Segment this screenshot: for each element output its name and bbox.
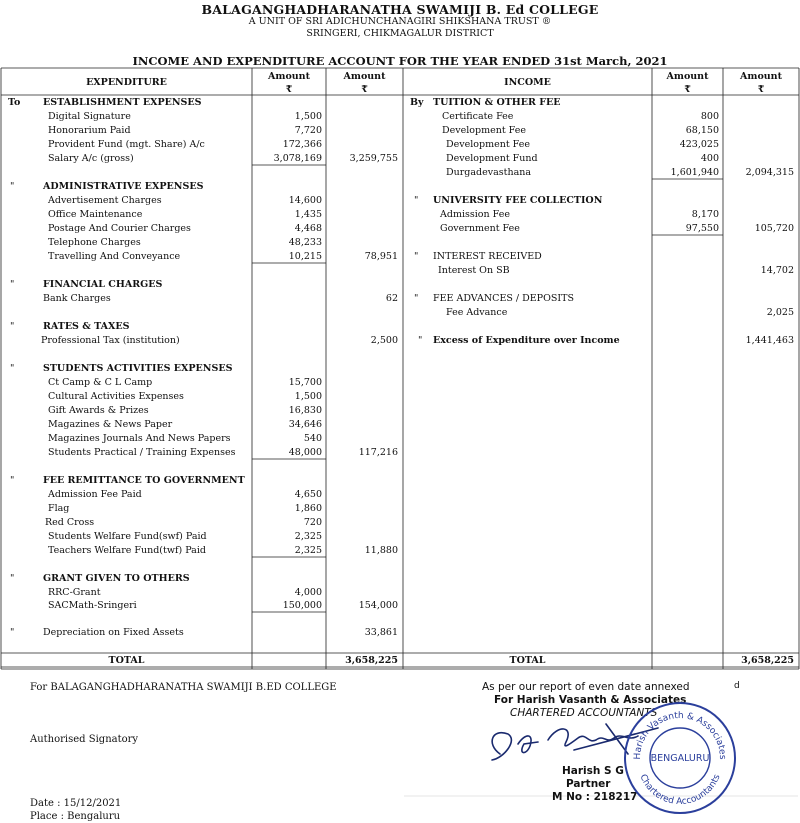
line-item-label: Digital Signature <box>48 111 131 122</box>
line-item-amount: 150,000 <box>282 600 322 611</box>
ditto-mark: " <box>10 573 15 584</box>
exp-amount-heading-1: Amount <box>268 71 310 82</box>
grand-total: 3,658,225 <box>741 655 794 666</box>
membership-number: M No : 218217 <box>552 791 638 803</box>
line-item-amount: 16,830 <box>288 405 322 416</box>
line-item-label: Durgadevasthana <box>446 167 532 178</box>
line-item-label: RRC-Grant <box>48 587 101 598</box>
line-item-amount: 14,600 <box>288 195 322 206</box>
svg-text:Chartered Accountants <box>637 773 722 807</box>
statement-title: INCOME AND EXPENDITURE ACCOUNT FOR THE YEAR ENDED 31st March, 2021 <box>132 54 668 68</box>
line-item-amount: 7,720 <box>294 125 322 136</box>
line-item-amount: 1,435 <box>294 209 322 220</box>
line-item-amount: 1,500 <box>294 111 322 122</box>
section-title: RATES & TAXES <box>43 321 130 332</box>
excess-label: Excess of Expenditure over Income <box>433 335 620 346</box>
line-item-amount: 2,325 <box>294 545 322 556</box>
line-item-label: SACMath-Sringeri <box>48 600 137 611</box>
for-college-line: For BALAGANGHADHARANATHA SWAMIJI B.ED COLLEGE <box>30 682 337 693</box>
section-title: FEE REMITTANCE TO GOVERNMENT <box>43 475 245 486</box>
stamp-bottom-text: Chartered Accountants <box>637 772 723 808</box>
section-total: 78,951 <box>364 251 398 262</box>
to-marker: To <box>8 97 21 108</box>
line-item-amount: 8,170 <box>691 209 719 220</box>
stray-mark: d <box>734 681 740 691</box>
grand-total: 3,658,225 <box>345 655 398 666</box>
section-total: 2,025 <box>766 307 794 318</box>
line-item-label: Interest On SB <box>438 265 510 276</box>
line-item-label: Red Cross <box>45 517 95 528</box>
section-total: 105,720 <box>754 223 794 234</box>
stamp-city: BENGALURU <box>650 753 710 764</box>
line-item-label: Certificate Fee <box>442 111 514 122</box>
authorised-signatory: Authorised Signatory <box>30 734 139 745</box>
line-item-amount: 423,025 <box>679 139 719 150</box>
line-item-amount: 10,215 <box>288 251 322 262</box>
section-title: ADMINISTRATIVE EXPENSES <box>43 181 204 192</box>
line-item-label: Depreciation on Fixed Assets <box>43 627 184 638</box>
line-item-label: Government Fee <box>440 223 520 234</box>
line-item-amount: 3,078,169 <box>273 153 322 164</box>
stamp-top-text: Harish Vasanth & Associates <box>632 710 728 760</box>
firm-type: CHARTERED ACCOUNTANTS <box>510 707 658 719</box>
line-item-label: Students Practical / Training Expenses <box>48 447 236 458</box>
line-item-amount: 4,650 <box>294 489 322 500</box>
line-item-amount: 400 <box>700 153 719 164</box>
section-total: 154,000 <box>358 600 398 611</box>
line-item-label: Development Fund <box>446 153 538 164</box>
line-item-amount: 68,150 <box>685 125 719 136</box>
line-item-label: Flag <box>48 503 70 514</box>
line-item-amount: 97,550 <box>685 223 719 234</box>
section-total: 14,702 <box>760 265 794 276</box>
total-label: TOTAL <box>108 655 145 666</box>
section-total: 2,094,315 <box>745 167 794 178</box>
income-heading: INCOME <box>504 77 551 88</box>
section-total: 11,880 <box>364 545 398 556</box>
section-title: TUITION & OTHER FEE <box>433 97 561 108</box>
ditto-mark: " <box>10 363 15 374</box>
line-item-amount: 1,500 <box>294 391 322 402</box>
line-item-label: Gift Awards & Prizes <box>48 405 149 416</box>
line-item-label: Office Maintenance <box>48 209 143 220</box>
expenditure-heading: EXPENDITURE <box>86 77 167 88</box>
line-item-label: Honorarium Paid <box>48 125 131 136</box>
line-item-label: Fee Advance <box>446 307 508 318</box>
ditto-mark: " <box>414 293 419 304</box>
firm-stamp <box>622 700 738 816</box>
section-title: UNIVERSITY FEE COLLECTION <box>433 195 603 206</box>
section-title: FEE ADVANCES / DEPOSITS <box>433 293 574 304</box>
section-title: STUDENTS ACTIVITIES EXPENSES <box>43 363 233 374</box>
line-item-label: Travelling And Conveyance <box>48 251 181 262</box>
ditto-mark: " <box>10 321 15 332</box>
line-item-label: Salary A/c (gross) <box>48 153 134 164</box>
line-item-amount: 4,468 <box>294 223 322 234</box>
line-item-label: Professional Tax (institution) <box>41 335 180 346</box>
line-item-amount: 4,000 <box>294 587 322 598</box>
line-item-label: Ct Camp & C L Camp <box>48 377 153 388</box>
line-item-amount: 1,601,940 <box>670 167 719 178</box>
by-marker: By <box>410 97 424 108</box>
exp-amount-heading-2: Amount <box>343 71 386 82</box>
line-item-label: Admission Fee Paid <box>48 489 142 500</box>
line-item-label: Magazines Journals And News Papers <box>48 433 231 444</box>
line-item-amount: 540 <box>303 433 322 444</box>
line-item-amount: 48,233 <box>288 237 322 248</box>
college-name: BALAGANGHADHARANATHA SWAMIJI B. Ed COLLEGE <box>201 2 599 17</box>
line-item-label: Cultural Activities Expenses <box>48 391 184 402</box>
section-total: 62 <box>385 293 398 304</box>
section-total: 117,216 <box>358 447 398 458</box>
section-title: INTEREST RECEIVED <box>433 251 542 262</box>
ditto-mark: " <box>10 279 15 290</box>
section-total: 2,500 <box>370 335 398 346</box>
line-item-amount: 1,860 <box>294 503 322 514</box>
line-item-label: Development Fee <box>442 125 526 136</box>
section-title: FINANCIAL CHARGES <box>43 279 163 290</box>
exp-currency-1: ₹ <box>285 84 293 95</box>
inc-currency-2: ₹ <box>757 84 765 95</box>
firm-name: For Harish Vasanth & Associates <box>494 694 687 706</box>
line-item-amount: 720 <box>303 517 322 528</box>
ditto-mark: " <box>10 627 15 638</box>
line-item-label: Development Fee <box>446 139 530 150</box>
ditto-mark: " <box>414 195 419 206</box>
inc-currency-1: ₹ <box>684 84 691 95</box>
total-label: TOTAL <box>509 655 546 666</box>
place-line: Place : Bengaluru <box>30 811 121 822</box>
section-title: GRANT GIVEN TO OTHERS <box>43 573 190 584</box>
line-item-label: Bank Charges <box>43 293 111 304</box>
date-line: Date : 15/12/2021 <box>30 798 122 809</box>
line-item-amount: 172,366 <box>282 139 322 150</box>
line-item-label: Students Welfare Fund(swf) Paid <box>48 531 207 542</box>
section-title: ESTABLISHMENT EXPENSES <box>43 97 202 108</box>
line-item-amount: 34,646 <box>288 419 322 430</box>
section-total: 33,861 <box>364 627 398 638</box>
line-item-amount: 800 <box>700 111 719 122</box>
line-item-label: Telephone Charges <box>48 237 141 248</box>
line-item-amount: 15,700 <box>288 377 322 388</box>
line-item-label: Provident Fund (mgt. Share) A/c <box>48 139 205 150</box>
report-line: As per our report of even date annexed <box>482 681 690 693</box>
trust-unit: A UNIT OF SRI ADICHUNCHANAGIRI SHIKSHANA TRUST ® <box>248 16 552 27</box>
line-item-label: Magazines & News Paper <box>48 419 173 430</box>
college-place: SRINGERI, CHIKMAGALUR DISTRICT <box>306 28 494 39</box>
inc-amount-heading-2: Amount <box>740 71 782 82</box>
exp-currency-2: ₹ <box>361 84 368 95</box>
section-total: 1,441,463 <box>745 335 794 346</box>
ditto-mark: " <box>10 181 15 192</box>
partner-title: Partner <box>566 778 611 790</box>
ditto-mark: " <box>414 251 419 262</box>
inc-amount-heading-1: Amount <box>666 71 709 82</box>
ditto-mark: " <box>418 335 423 346</box>
line-item-label: Advertisement Charges <box>48 195 162 206</box>
line-item-amount: 48,000 <box>288 447 322 458</box>
line-item-amount: 2,325 <box>294 531 322 542</box>
ditto-mark: " <box>10 475 15 486</box>
line-item-label: Admission Fee <box>440 209 510 220</box>
partner-name: Harish S G <box>562 765 624 777</box>
line-item-label: Postage And Courier Charges <box>48 223 191 234</box>
line-item-label: Teachers Welfare Fund(twf) Paid <box>48 545 206 556</box>
section-total: 3,259,755 <box>349 153 398 164</box>
